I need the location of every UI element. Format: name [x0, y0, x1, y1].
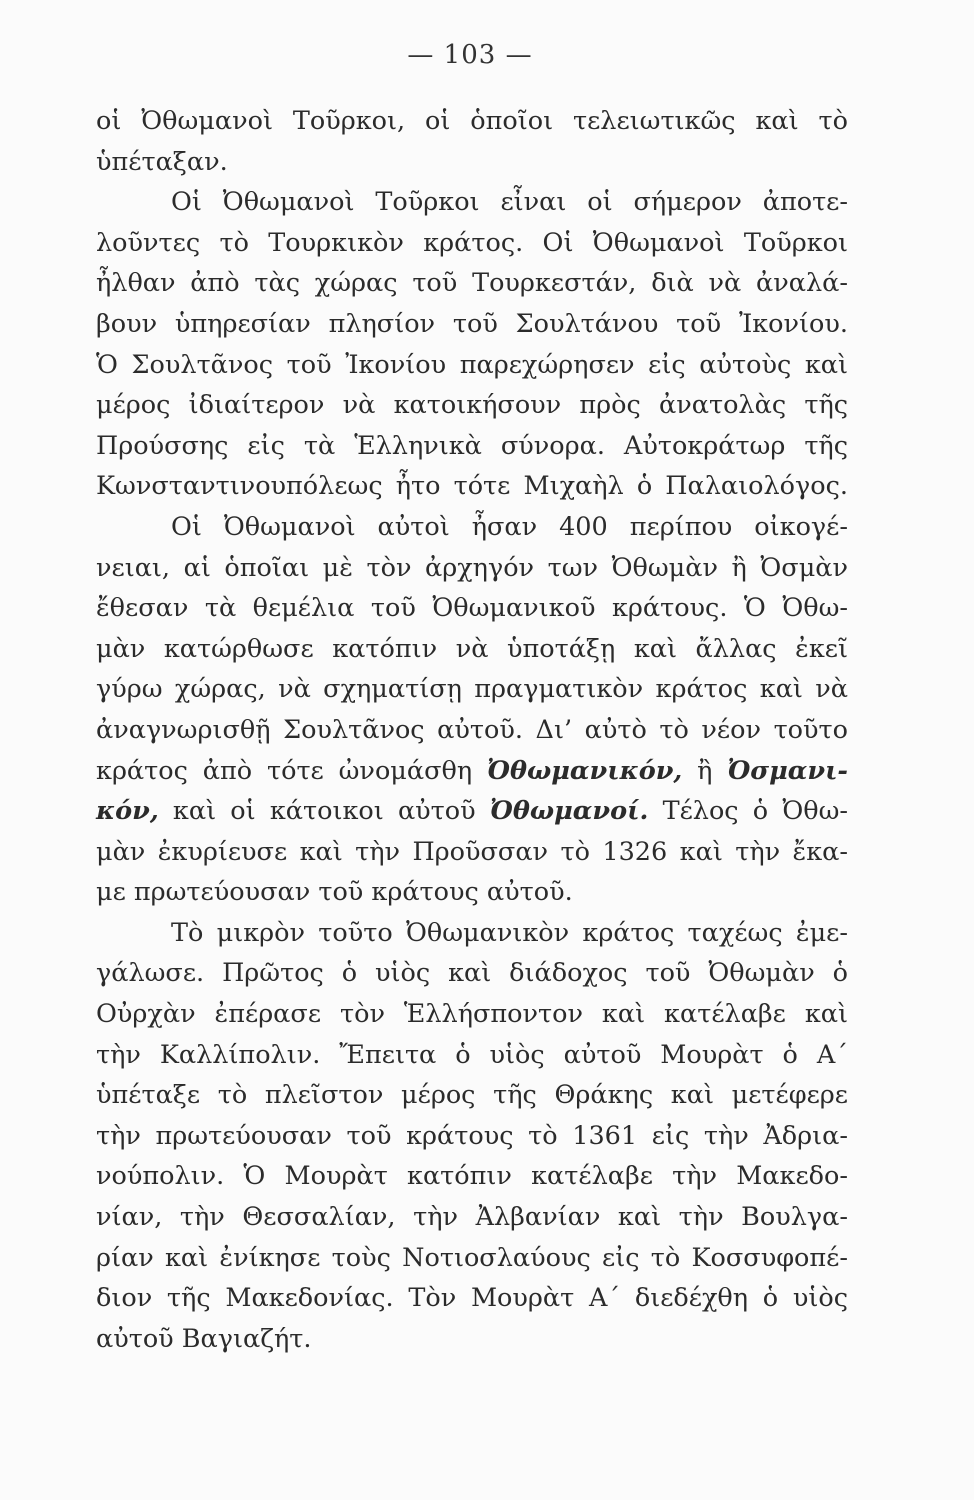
- text-line: νούπολιν. Ὁ Μουρὰτ κατόπιν κατέλαβε τὴν Μακεδο-: [96, 1161, 848, 1192]
- text-line: ἦλθαν ἀπὸ τὰς χώρας τοῦ Τουρκεστάν, διὰ νὰ ἀναλά-: [96, 268, 848, 299]
- text-line: Προύσσης εἰς τὰ Ἑλληνικὰ σύνορα. Αὐτοκράτωρ τῆς: [96, 430, 848, 461]
- text-line: Οἱ Ὀθωμανοὶ αὐτοὶ ἦσαν 400 περίπου οἰκογέ-: [171, 511, 848, 542]
- text-line: Οὐρχὰν ἐπέρασε τὸν Ἑλλήσποντον καὶ κατέλαβε καὶ: [96, 999, 848, 1030]
- emphasized-term: Ὀθωμανικόν,: [487, 755, 683, 786]
- emphasized-term: Ὀσμανι-: [727, 755, 849, 786]
- text-line: λοῦντες τὸ Τουρκικὸν κράτος. Οἱ Ὀθωμανοὶ Τοῦρκοι: [96, 227, 848, 258]
- text-line: με πρωτεύουσαν τοῦ κράτους αὐτοῦ.: [96, 877, 573, 908]
- text-line: μέρος ἰδιαίτερον νὰ κατοικήσουν πρὸς ἀνατολὰς τῆς: [96, 390, 848, 421]
- text-segment: κράτος ἀπὸ τότε ὠνομάσθη: [96, 755, 473, 786]
- emphasized-term: Ὀθωμανοί.: [489, 796, 649, 827]
- text-line: νειαι, αἱ ὁποῖαι μὲ τὸν ἀρχηγόν των Ὀθωμὰν ἢ Ὀσμὰν: [96, 552, 848, 583]
- text-line: τὴν πρωτεύουσαν τοῦ κράτους τὸ 1361 εἰς τὴν Ἀδρια-: [96, 1120, 848, 1151]
- text-line: αὐτοῦ Βαγιαζήτ.: [96, 1323, 312, 1354]
- text-line: Κωνσταντινουπόλεως ἦτο τότε Μιχαὴλ ὁ Παλαιολόγος.: [96, 471, 848, 502]
- page-number: — 103 —: [407, 40, 533, 70]
- text-line: νίαν, τὴν Θεσσαλίαν, τὴν Ἀλβανίαν καὶ τὴν Βουλγα-: [96, 1202, 848, 1233]
- text-line: ἔθεσαν τὰ θεμέλια τοῦ Ὀθωμανικοῦ κράτους. Ὁ Ὀθω-: [96, 593, 848, 624]
- text-segment: ἢ: [697, 755, 713, 786]
- body-text: [96, 101, 848, 1359]
- text-segment: καὶ οἱ κάτοικοι αὐτοῦ: [172, 796, 476, 827]
- text-line: ρίαν καὶ ἐνίκησε τοὺς Νοτιοσλαύους εἰς τὸ Κοσσυφοπέ-: [96, 1242, 848, 1273]
- text-line: ἀναγνωρισθῇ Σουλτᾶνος αὐτοῦ. Δι’ αὐτὸ τὸ νέον τοῦτο: [96, 714, 848, 745]
- text-line: βουν ὑπηρεσίαν πλησίον τοῦ Σουλτάνου τοῦ Ἰκονίου.: [96, 308, 848, 339]
- text-line: ὑπέταξαν.: [96, 146, 228, 177]
- text-line: διον τῆς Μακεδονίας. Τὸν Μουρὰτ Α΄ διεδέχθη ὁ υἱὸς: [96, 1283, 848, 1314]
- text-line: οἱ Ὀθωμανοὶ Τοῦρκοι, οἱ ὁποῖοι τελειωτικῶς καὶ τὸ: [96, 106, 848, 136]
- text-line: τὴν Καλλίπολιν. Ἔπειτα ὁ υἱὸς αὐτοῦ Μουρὰτ ὁ Α΄: [96, 1039, 848, 1070]
- text-line: γάλωσε. Πρῶτος ὁ υἱὸς καὶ διάδοχος τοῦ Ὀθωμὰν ὁ: [96, 958, 848, 989]
- emphasized-term: κόν,: [96, 796, 159, 827]
- text-line: ὑπέταξε τὸ πλεῖστον μέρος τῆς Θράκης καὶ μετέφερε: [96, 1080, 848, 1111]
- text-line: μὰν κατώρθωσε κατόπιν νὰ ὑποτάξῃ καὶ ἄλλας ἐκεῖ: [96, 633, 848, 664]
- text-line: μὰν ἐκυρίευσε καὶ τὴν Προῦσσαν τὸ 1326 καὶ τὴν ἔκα-: [96, 836, 848, 867]
- text-line: Τὸ μικρὸν τοῦτο Ὀθωμανικὸν κράτος ταχέως ἐμε-: [171, 917, 848, 948]
- text-line: [96, 751, 848, 792]
- text-line: [96, 791, 848, 832]
- text-line: Οἱ Ὀθωμανοὶ Τοῦρκοι εἶναι οἱ σήμερον ἀποτε-: [171, 187, 848, 218]
- text-segment: Τέλος ὁ Ὀθω-: [662, 796, 849, 827]
- text-line: Ὁ Σουλτᾶνος τοῦ Ἰκονίου παρεχώρησεν εἰς αὐτοὺς καὶ: [96, 349, 848, 380]
- text-line: γύρω χώρας, νὰ σχηματίσῃ πραγματικὸν κράτος καὶ νὰ: [96, 674, 848, 705]
